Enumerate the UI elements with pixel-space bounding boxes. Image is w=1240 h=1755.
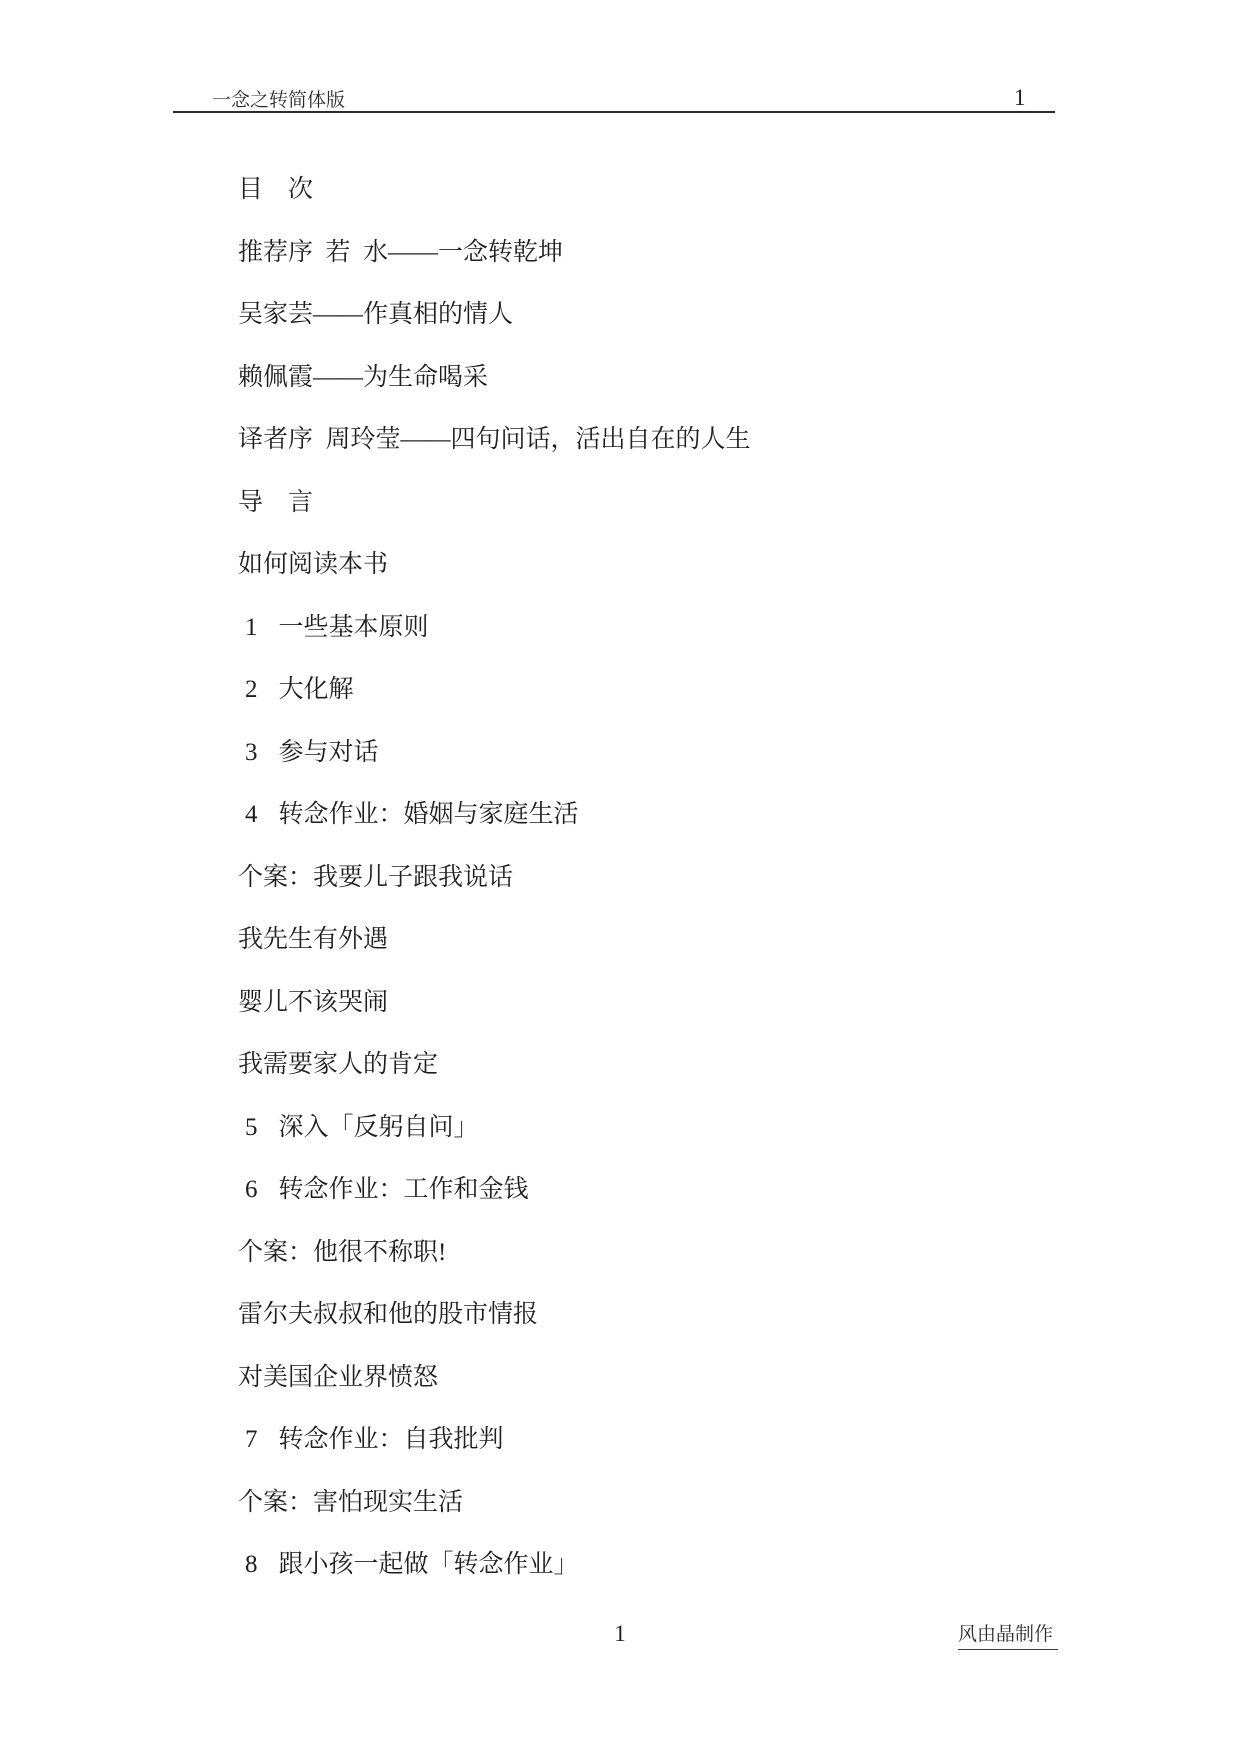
toc-text: 参与对话 (278, 738, 379, 766)
toc-text: 我需要家人的肯定 (238, 1051, 439, 1078)
toc-text: 赖佩霞――为生命喝采 (238, 363, 489, 391)
toc-text: 转念作业：工作和金钱 (278, 1176, 529, 1203)
toc-line-chapter (238, 1112, 751, 1144)
toc-line-chapter (238, 1424, 751, 1456)
footer-credit-link[interactable]: 风由晶制作 (958, 1624, 1058, 1650)
toc-line (238, 549, 751, 581)
toc-line (238, 1299, 751, 1331)
toc-line (238, 237, 751, 269)
toc-text: 目 次 (238, 176, 314, 203)
toc-line (238, 987, 751, 1019)
toc-chapter-number: 6 (245, 1176, 258, 1203)
toc-line (238, 1362, 751, 1394)
toc-line-chapter (238, 612, 751, 644)
toc-text: 推荐序 若 水――一念转乾坤 (238, 238, 564, 266)
toc-text: 一些基本原则 (278, 613, 429, 641)
toc-chapter-number: 1 (245, 613, 258, 641)
toc-text: 译者序 周玲莹――四句问话，活出自在的人生 (238, 426, 751, 453)
toc-text: 个案：害怕现实生活 (238, 1488, 464, 1516)
toc-text: 转念作业：自我批判 (278, 1426, 504, 1453)
toc-line (238, 1237, 751, 1269)
toc-text: 转念作业：婚姻与家庭生活 (278, 801, 579, 828)
toc-text: 跟小孩一起做「转念作业」 (278, 1551, 579, 1578)
toc-chapter-number: 8 (245, 1551, 258, 1578)
toc-line-chapter (238, 674, 751, 706)
toc-line-chapter (238, 1549, 751, 1581)
toc-text: 吴家芸――作真相的情人 (238, 301, 514, 328)
toc-text: 导 言 (238, 488, 314, 516)
toc-line-chapter (238, 799, 751, 831)
toc-line (238, 362, 751, 394)
toc-text: 婴儿不该哭闹 (238, 988, 389, 1016)
toc-chapter-number: 4 (245, 801, 258, 828)
toc-line (238, 924, 751, 956)
toc-line (238, 1487, 751, 1519)
toc-text: 深入「反躬自问」 (278, 1113, 479, 1141)
toc-text: 大化解 (278, 676, 354, 703)
toc-text: 我先生有外遇 (238, 926, 389, 953)
toc-text: 对美国企业界愤怒 (238, 1363, 439, 1391)
toc-line (238, 862, 751, 894)
toc-chapter-number: 7 (245, 1426, 258, 1453)
header-rule (173, 111, 1055, 113)
toc-text: 个案：他很不称职! (238, 1238, 447, 1266)
toc-line-chapter (238, 1174, 751, 1206)
toc-line (238, 424, 751, 456)
toc-text: 如何阅读本书 (238, 551, 389, 578)
toc-line-title (238, 174, 751, 206)
toc-chapter-number: 2 (245, 676, 258, 703)
header-page-number: 1 (1014, 85, 1026, 110)
footer-page-number: 1 (614, 1621, 626, 1646)
toc-line (238, 299, 751, 331)
toc-text: 雷尔夫叔叔和他的股市情报 (238, 1301, 539, 1328)
toc-text: 个案：我要儿子跟我说话 (238, 863, 514, 891)
toc-chapter-number: 3 (245, 738, 258, 766)
table-of-contents (238, 174, 751, 1581)
toc-chapter-number: 5 (245, 1113, 258, 1141)
toc-line (238, 1049, 751, 1081)
toc-line-chapter (238, 737, 751, 769)
header-title: 一念之转简体版 (212, 90, 346, 111)
toc-line (238, 487, 751, 519)
